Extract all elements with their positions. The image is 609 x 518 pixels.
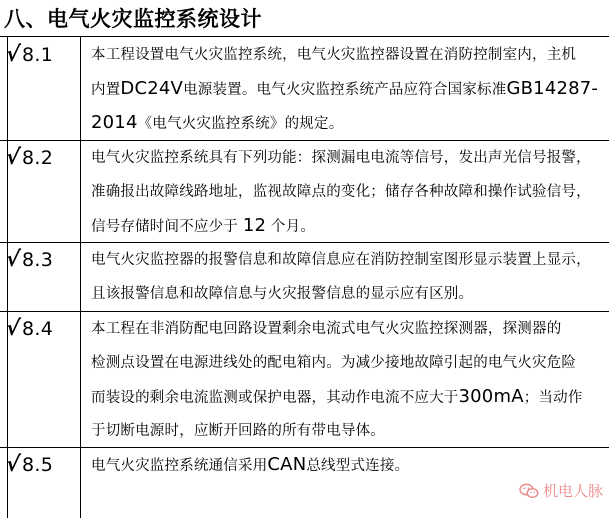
body-text-latin: CAN	[267, 454, 307, 475]
checkmark-icon: √	[4, 316, 22, 340]
body-text-line	[91, 76, 598, 102]
wechat-icon	[519, 483, 539, 499]
body-text-line	[91, 247, 591, 273]
body-text-latin: 2014	[91, 112, 138, 133]
body-text-segment: 《电气火灾监控系统》的规定。	[137, 116, 344, 132]
section-number-text: 8.3	[22, 249, 54, 271]
body-text-line	[91, 384, 583, 410]
body-text-segment: 内置	[91, 82, 121, 98]
body-text-line	[91, 418, 385, 444]
body-text-line	[91, 452, 409, 478]
body-text-segment: 于切断电源时，应断开回路的所有带电导体。	[91, 423, 385, 439]
checkmark-icon: √	[4, 452, 22, 476]
body-text-line	[91, 179, 591, 205]
column-divider	[80, 36, 81, 518]
body-text-latin: GB14287-	[506, 78, 599, 99]
body-text-latin: DC24V	[120, 78, 184, 99]
section-number	[6, 451, 53, 477]
body-text-line	[91, 145, 591, 171]
body-text-latin: 12	[242, 215, 267, 236]
section-number	[6, 246, 53, 272]
body-text-segment: 准确报出故障线路地址，监视故障点的变化；储存各种故障和操作试验信号，	[91, 184, 591, 200]
section-number	[6, 41, 53, 67]
section-separator	[0, 140, 609, 141]
watermark	[519, 478, 603, 504]
section-number-text: 8.1	[22, 44, 54, 66]
body-text-segment: ；当动作	[523, 390, 583, 406]
body-text-segment: 且该报警信息和故障信息与火灾报警信息的显示应有区别。	[91, 286, 474, 302]
body-text-line	[91, 350, 576, 376]
body-text-segment: 总线型式连接。	[306, 458, 410, 474]
body-text-segment: 检测点设置在电源进线处的配电箱内。为减少接地故障引起的电气火灾危险	[91, 355, 577, 371]
section-separator	[0, 311, 609, 312]
body-text-segment: 电气火灾监控系统具有下列功能：探测漏电电流等信号，发出声光信号报警，	[91, 150, 591, 166]
body-text-segment: 而装设的剩余电流监测或保护电器，其动作电流不应大于	[91, 390, 459, 406]
column-divider-left	[7, 36, 8, 518]
checkmark-icon: √	[4, 42, 22, 66]
body-text-line	[91, 316, 561, 342]
body-text-segment: 电气火灾监控系统通信采用	[91, 458, 268, 474]
body-text-segment: 本工程在非消防配电回路设置剩余电流式电气火灾监控探测器，探测器的	[91, 321, 562, 337]
section-separator	[0, 242, 609, 243]
body-text-latin: 300mA	[458, 386, 524, 407]
body-text-segment: 个月。	[266, 219, 316, 235]
body-text-segment: 本工程设置电气火灾监控系统，电气火灾监控器设置在消防控制室内，主机	[91, 47, 577, 63]
section-number	[6, 315, 53, 341]
body-text-line	[91, 42, 576, 68]
body-text-segment: 电气火灾监控器的报警信息和故障信息应在消防控制室图形显示装置上显示，	[91, 252, 591, 268]
body-text-line	[91, 281, 473, 307]
checkmark-icon: √	[4, 145, 22, 169]
body-text-line	[91, 110, 343, 136]
checkmark-icon: √	[4, 247, 22, 271]
body-text-segment: 电源装置。电气火灾监控系统产品应符合国家标准	[183, 82, 507, 98]
section-separator	[0, 447, 609, 448]
body-text-segment: 信号存储时间不应少于	[91, 219, 243, 235]
section-number-text: 8.4	[22, 318, 54, 340]
section-number-text: 8.5	[22, 454, 54, 476]
title-rule	[0, 36, 609, 37]
section-number-text: 8.2	[22, 147, 54, 169]
body-text-line	[91, 213, 315, 239]
section-number	[6, 144, 53, 170]
section-title: 八、电气火灾监控系统设计	[4, 7, 262, 31]
watermark-text: 机电人脉	[542, 482, 603, 500]
